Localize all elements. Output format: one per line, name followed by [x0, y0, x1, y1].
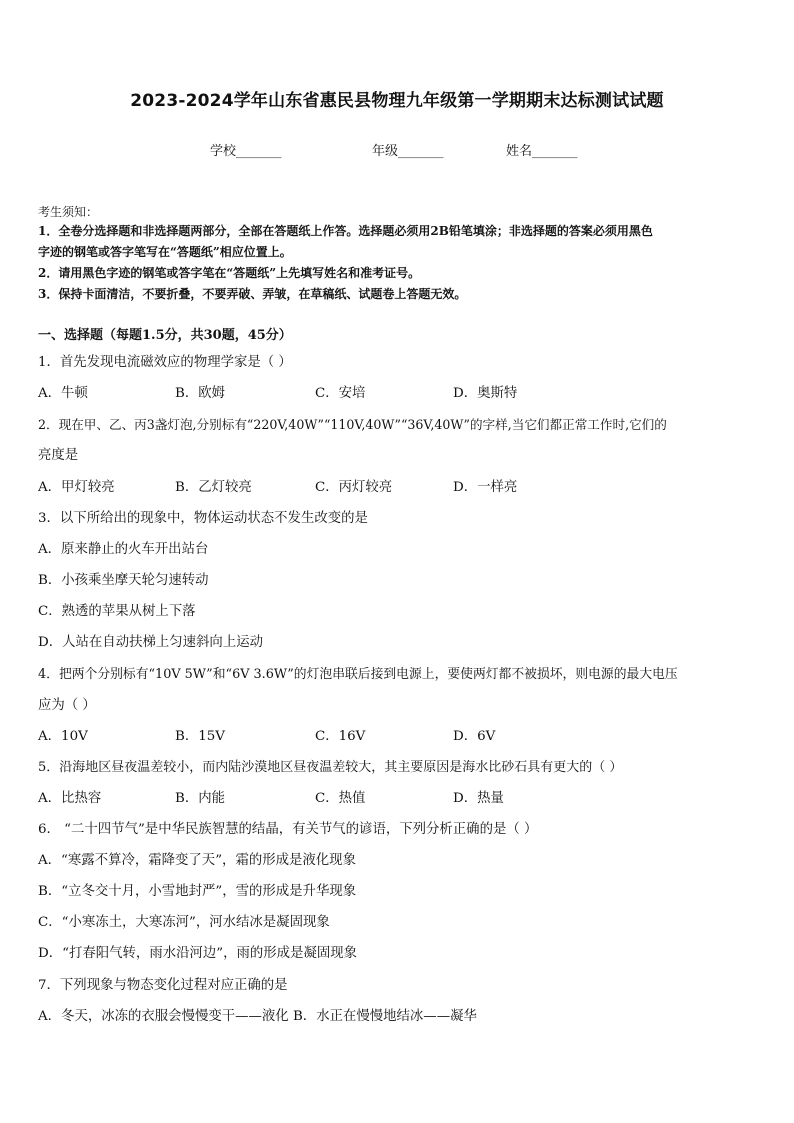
question-1-stem: 1．首先发现电流磁效应的物理学家是（ ） — [38, 355, 292, 370]
question-3-option-c: C．熟透的苹果从树上下落 — [38, 604, 196, 619]
notice-heading: 考生须知： — [38, 205, 99, 219]
question-2-option-c: C．丙灯较亮 — [315, 480, 393, 495]
question-1-option-d: D．奥斯特 — [453, 386, 518, 401]
question-5-option-c: C．热值 — [315, 791, 366, 806]
question-4-stem-line-2: 应为（ ） — [38, 698, 96, 713]
question-7-options-a-b: A．冬天，冰冻的衣服会慢慢变干——液化 B．水正在慢慢地结冰——凝华 — [38, 1009, 477, 1024]
question-7-stem: 7．下列现象与物态变化过程对应正确的是 — [38, 978, 288, 993]
question-5-option-d: D．热量 — [453, 791, 504, 806]
question-6-option-b: B．“立冬交十月，小雪地封严”，雪的形成是升华现象 — [38, 884, 357, 899]
question-3-stem: 3．以下所给出的现象中，物体运动状态不发生改变的是 — [38, 511, 368, 526]
grade-field: 年级_______ — [372, 144, 444, 159]
notice-item-3: 3．保持卡面清洁，不要折叠，不要弄破、弄皱，在草稿纸、试题卷上答题无效。 — [38, 287, 467, 301]
question-4-option-b: B．15V — [175, 729, 225, 744]
question-2-option-b: B．乙灯较亮 — [175, 480, 252, 495]
question-3-option-a: A．原来静止的火车开出站台 — [38, 542, 209, 557]
exam-title: 2023-2024学年山东省惠民县物理九年级第一学期期末达标测试试题 — [130, 91, 664, 111]
question-2-stem-line-2: 亮度是 — [38, 448, 79, 463]
question-1-option-b: B．欧姆 — [175, 386, 226, 401]
question-1-option-c: C．安培 — [315, 386, 366, 401]
school-field: 学校_______ — [210, 144, 282, 159]
question-6-option-a: A．“寒露不算冷，霜降变了天”，霜的形成是液化现象 — [38, 853, 356, 868]
question-5-option-a: A．比热容 — [38, 791, 102, 806]
question-2-option-d: D．一样亮 — [453, 480, 518, 495]
notice-item-1-line-1: 1．全卷分选择题和非选择题两部分，全部在答题纸上作答。选择题必须用2B铅笔填涂；非选择题的答案必须用黑色 — [38, 224, 653, 238]
notice-item-1-line-2: 字迹的钢笔或答字笔写在“答题纸”相应位置上。 — [38, 245, 292, 259]
question-2-stem-line-1: 2．现在甲、乙、丙3盏灯泡,分别标有“220V,40W”“110V,40W”“36V,40W”的字样,当它们都正常工作时,它们的 — [38, 417, 667, 432]
question-6-option-c: C．“小寒冻土，大寒冻河”，河水结冰是凝固现象 — [38, 915, 330, 930]
section-heading: 一、选择题（每题1.5分，共30题，45分） — [38, 328, 292, 343]
question-2-option-a: A．甲灯较亮 — [38, 480, 115, 495]
question-4-stem-line-1: 4．把两个分别标有“10V 5W”和“6V 3.6W”的灯泡串联后接到电源上，要使两灯都不被损坏，则电源的最大电压 — [38, 667, 678, 682]
notice-item-2: 2．请用黑色字迹的钢笔或答字笔在“答题纸”上先填写姓名和准考证号。 — [38, 266, 421, 280]
question-4-option-c: C．16V — [315, 729, 366, 744]
question-5-stem: 5．沿海地区昼夜温差较小，而内陆沙漠地区昼夜温差较大，其主要原因是海水比砂石具有更大的（ ） — [38, 760, 623, 775]
question-6-option-d: D．“打春阳气转，雨水沿河边”，雨的形成是凝固现象 — [38, 946, 358, 961]
question-5-option-b: B．内能 — [175, 791, 226, 806]
question-6-stem: 6． “二十四节气”是中华民族智慧的结晶，有关节气的谚语，下列分析正确的是（ ） — [38, 822, 538, 837]
question-3-option-d: D．人站在自动扶梯上匀速斜向上运动 — [38, 635, 263, 650]
question-1-option-a: A．牛顿 — [38, 386, 88, 401]
question-4-option-d: D．6V — [453, 729, 496, 744]
name-field: 姓名_______ — [506, 144, 578, 159]
question-4-option-a: A．10V — [38, 729, 88, 744]
question-3-option-b: B．小孩乘坐摩天轮匀速转动 — [38, 573, 209, 588]
